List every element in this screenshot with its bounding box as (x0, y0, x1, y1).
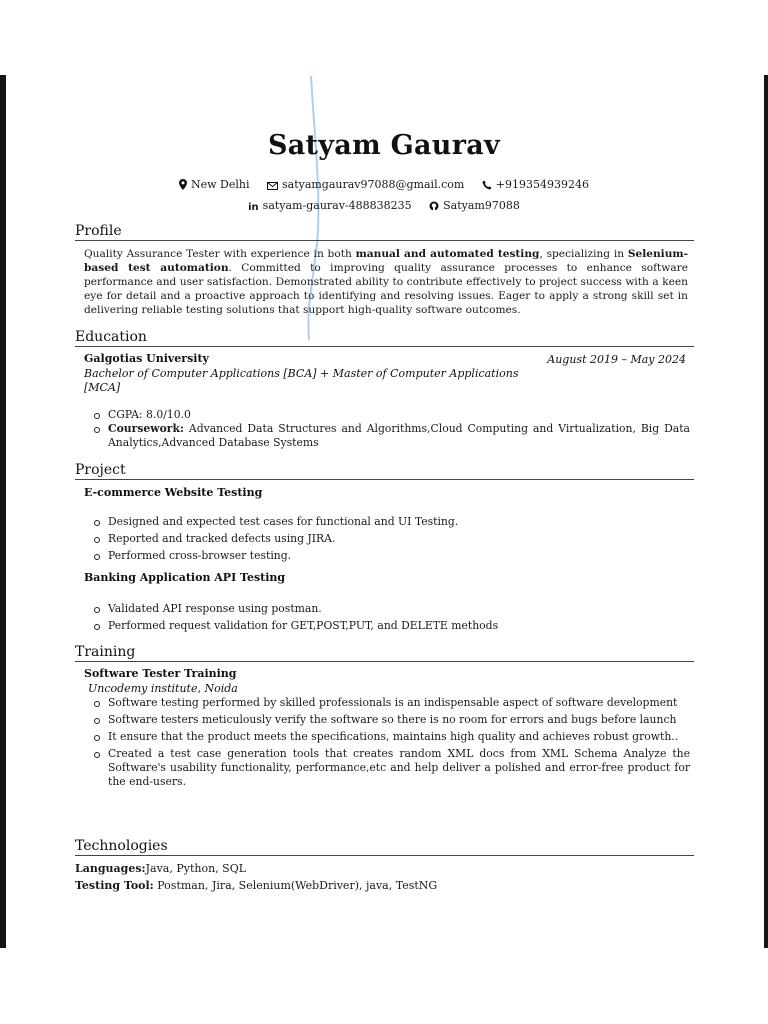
project-2-list (92, 602, 690, 633)
envelope-icon (267, 179, 278, 192)
contact-phone[interactable] (482, 178, 589, 191)
list-item: Software testing performed by skilled professionals is an indispensable aspect of software development (92, 696, 690, 710)
list-item: CGPA: 8.0/10.0 (92, 408, 690, 422)
contact-linkedin[interactable] (248, 199, 415, 212)
list-item: Performed cross-browser testing. (92, 549, 690, 563)
github-text[interactable]: Satyam97088 (443, 199, 520, 212)
section-title-technologies: Technologies (75, 838, 694, 856)
section-title-education: Education (75, 329, 694, 347)
education-dates: August 2019 – May 2024 (547, 353, 686, 366)
tech-languages: Languages:Java, Python, SQL (75, 862, 247, 875)
email-text[interactable]: satyamgaurav97088@gmail.com (281, 178, 465, 191)
phone-icon (482, 179, 492, 192)
contact-row-1 (0, 178, 768, 192)
section-title-profile: Profile (75, 223, 694, 241)
location-text: New Delhi (190, 178, 250, 191)
list-item: Designed and expected test cases for functional and UI Testing. (92, 515, 690, 529)
list-item: It ensure that the product meets the specifications, maintains high quality and achieves robust growth.. (92, 730, 690, 744)
project-1-title: E-commerce Website Testing (84, 486, 263, 499)
list-item: Coursework: Advanced Data Structures and Algorithms,Cloud Computing and Virtualization, Big Data Analytics,Advanced Database Systems (92, 422, 690, 450)
education-details-list (92, 408, 690, 450)
linkedin-text[interactable]: satyam-gaurav-488838235 (262, 199, 412, 212)
list-item: Software testers meticulously verify the software so there is no room for errors and bugs before launch (92, 713, 690, 727)
training-1-org: Uncodemy institute, Noida (88, 682, 238, 695)
project-1-list (92, 515, 690, 563)
training-1-title: Software Tester Training (84, 667, 237, 680)
education-institution: Galgotias University (84, 352, 209, 365)
contact-email[interactable] (267, 178, 468, 191)
contact-github[interactable] (429, 199, 520, 212)
training-1-list (92, 696, 690, 789)
contact-row-2 (0, 199, 768, 213)
list-item: Created a test case generation tools that creates random XML docs from XML Schema Analyze the Software's usability functionality, performance,etc and help deliver a polished and error-free product for the end-users. (92, 747, 690, 789)
section-title-training: Training (75, 644, 694, 662)
section-title-project: Project (75, 462, 694, 480)
phone-text[interactable]: +919354939246 (495, 178, 589, 191)
list-item: Performed request validation for GET,POST,PUT, and DELETE methods (92, 619, 690, 633)
github-icon (429, 200, 439, 213)
education-degree: Bachelor of Computer Applications [BCA] + Master of Computer Applications [MCA] (84, 367, 519, 394)
resume-name: Satyam Gaurav (267, 130, 501, 161)
contact-location (179, 178, 253, 191)
linkedin-icon: in (248, 202, 259, 213)
list-item: Validated API response using postman. (92, 602, 690, 616)
tech-testing-tools: Testing Tool: Postman, Jira, Selenium(WebDriver), java, TestNG (75, 879, 438, 892)
project-2-title: Banking Application API Testing (84, 571, 286, 584)
profile-summary: Quality Assurance Tester with experience in both manual and automated testing, specializing in Selenium-based test automation. Committed to improving quality assurance processes to enhance software performance and user satisfaction. Demonstrated ability to contribute effectively to project success with a keen eye for detail and a proactive approach to identifying and resolving issues. Eager to apply a strong skill set in delivering reliable testing solutions that support high-quality software outcomes. (84, 248, 689, 316)
list-item: Reported and tracked defects using JIRA. (92, 532, 690, 546)
map-marker-icon (179, 179, 187, 192)
